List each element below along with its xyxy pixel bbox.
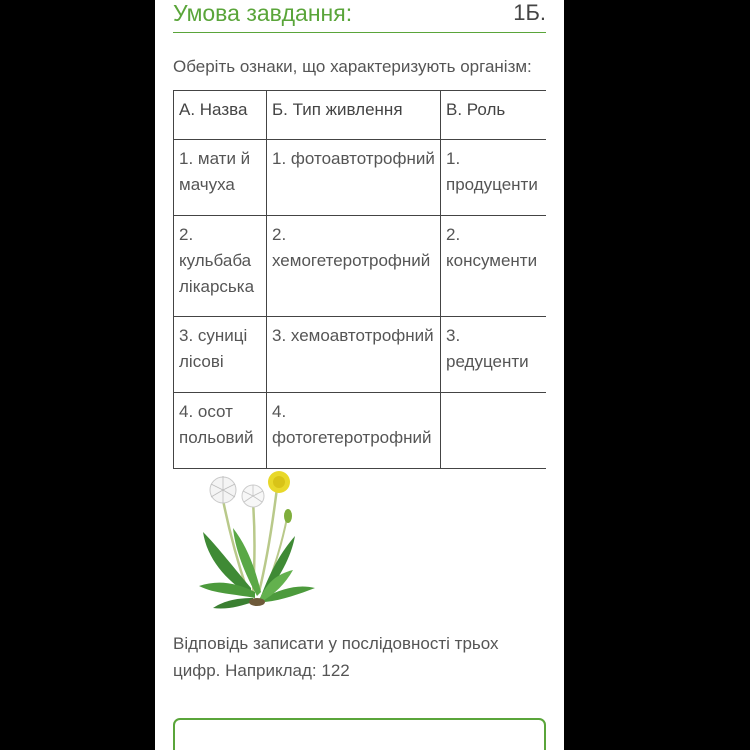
column-header-name: А. Назва [174,91,267,140]
table-cell [441,393,547,469]
table-cell: 2. кульбаба лікарська [174,216,267,317]
table-cell: 4. осот польовий [174,393,267,469]
table-cell: 1. мати й мачуха [174,140,267,216]
dandelion-icon [195,470,345,618]
table-cell: 3. суниці лісові [174,317,267,393]
table-header-row [174,91,547,140]
table-row [174,317,547,393]
table-row [174,140,547,216]
table-row [174,216,547,317]
table-cell: 1. продуценти [441,140,547,216]
table-cell: 4. фотогетеротрофний [267,393,441,469]
table-cell: 2. хемогетеротрофний [267,216,441,317]
options-table [173,90,546,469]
answer-input[interactable] [173,718,546,750]
column-header-role: В. Роль [441,91,547,140]
task-header [173,0,546,33]
task-instruction: Оберіть ознаки, що характеризують організм: [173,57,532,76]
table-cell: 3. редуценти [441,317,547,393]
answer-instruction: Відповідь записати у послідовності трьох цифр. Наприклад: 122 [173,634,499,680]
task-title: Умова завдання: [173,0,353,26]
table-row [174,393,547,469]
table-cell: 2. консументи [441,216,547,317]
column-header-nutrition: Б. Тип живлення [267,91,441,140]
task-screen [155,0,564,750]
task-score: 1Б. [513,0,546,25]
table-cell: 3. хемоавтотрофний [267,317,441,393]
table-cell: 1. фотоавтотрофний [267,140,441,216]
dandelion-plant-illustration [195,470,345,618]
